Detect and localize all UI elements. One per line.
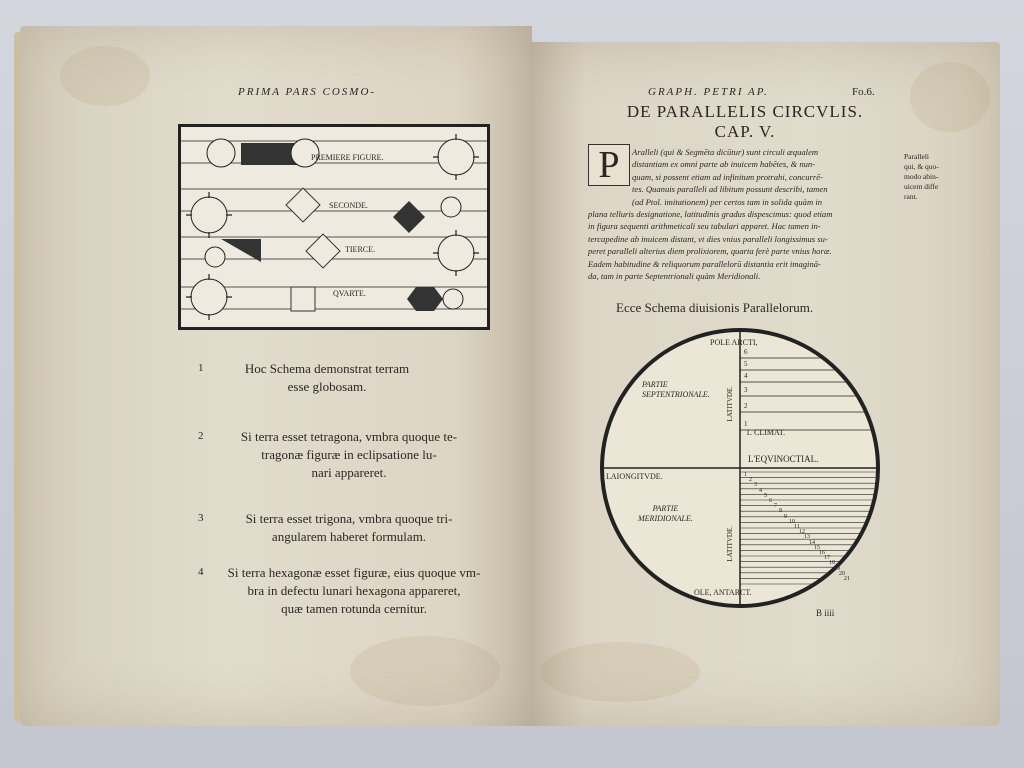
caption-line: Si terra esset tetragona, vmbra quoque te- xyxy=(240,429,458,444)
caption-line: Si terra hexagonæ esset figuræ, eius quoque vm- xyxy=(227,565,481,580)
label-line: PARTIE xyxy=(642,380,668,389)
label-pole-antarctic: OLE, ANTARCT. xyxy=(694,588,752,597)
body-line: tes. Quanuis paralleli ad libitum possunt describi, tamen xyxy=(632,184,828,195)
south-number-label: 17 xyxy=(824,555,830,562)
caption-number: 4 xyxy=(198,566,204,578)
south-number-label: 11 xyxy=(794,524,800,530)
caption-3 xyxy=(198,510,498,546)
label-line: MERIDIONALE. xyxy=(638,514,693,523)
caption-2 xyxy=(198,428,498,482)
south-number-label: 8 xyxy=(779,508,782,515)
label-latitude-bottom: LATITVDE. xyxy=(726,526,734,562)
caption-line: quæ tamen rotunda cernitur. xyxy=(281,601,427,616)
label-line: SEPTENTRIONALE. xyxy=(642,390,710,399)
caption-line: Hoc Schema demonstrat terram xyxy=(244,361,410,376)
folio-number: Fo.6. xyxy=(852,86,875,98)
body-line: Eadem habitudine & reliquorum parallelorū distantia erit imaginā- xyxy=(588,258,821,269)
caption-1 xyxy=(198,360,488,396)
body-line: peret paralleli alterius diem prolixiorem, quarta ferè parte vnius horæ. xyxy=(588,246,832,257)
body-line: distantiam ex omni parte ab inuicem habētes, & nun- xyxy=(632,159,816,170)
south-number-label: 21 xyxy=(844,576,850,582)
south-number-label: 15 xyxy=(814,544,820,551)
body-line: plana telluris designatione, latitudinis gradus dispescimus: quod etiam xyxy=(588,209,833,220)
caption-number: 3 xyxy=(198,512,204,524)
south-number-label: 20 xyxy=(839,570,845,577)
body-line: quam, si possent etiam ad infinitum protrahi, concurrē- xyxy=(632,171,823,182)
south-number-label: 5 xyxy=(764,492,767,499)
north-number-label: 5 xyxy=(744,360,748,368)
margin-note xyxy=(904,152,939,202)
north-number-label: 1 xyxy=(744,420,748,428)
signature-mark: B iiii xyxy=(816,608,835,618)
south-number-label: 9 xyxy=(784,513,787,520)
label-longitude: LAIONGITVDE. xyxy=(606,472,663,481)
stain xyxy=(350,636,500,706)
north-number-label: 6 xyxy=(744,348,748,356)
chapter-title: DE PARALLELIS CIRCVLIS. xyxy=(626,102,864,121)
drop-cap: P xyxy=(588,144,630,186)
caption-4 xyxy=(198,564,508,618)
figure-label-quarte: QVARTE. xyxy=(333,289,366,298)
label-north-part xyxy=(642,380,710,400)
body-line: tercapedine ab inuicem distant, vt dies vnius paralleli longissimus su- xyxy=(588,233,828,244)
eclipse-woodcut-figure xyxy=(178,124,490,330)
chapter-heading xyxy=(600,102,890,142)
chapter-number: CAP. V. xyxy=(714,122,776,141)
caption-line: Si terra esset trigona, vmbra quoque tri- xyxy=(245,511,453,526)
stain xyxy=(910,62,990,132)
right-page xyxy=(530,42,1000,726)
open-book xyxy=(14,18,1012,738)
body-line: in figura sequenti arithmeticali seu tabulari apparet. Hac tamen in- xyxy=(588,221,821,232)
caption-line: esse globosam. xyxy=(287,379,367,394)
margin-note-line: uicem diffe xyxy=(904,182,939,191)
running-head-left: PRIMA PARS COSMO- xyxy=(238,86,377,98)
north-number-label: 3 xyxy=(744,386,748,394)
south-number-label: 16 xyxy=(819,550,825,556)
label-pole-arctic: POLE ARCTI, xyxy=(710,338,758,347)
body-line: (ad Ptol. imitationem) per certos tam in solida quàm in xyxy=(632,196,823,207)
label-latitude-top: LATITVDE. xyxy=(726,386,734,422)
south-number-label: 2 xyxy=(749,477,752,484)
caption-number: 2 xyxy=(198,430,204,442)
body-line: Aralleli (qui & Segmēta dicūtur) sunt circuli æqualem xyxy=(632,147,819,157)
caption-line: nari appareret. xyxy=(311,465,387,480)
caption-line: tragonæ figuræ in eclipsatione lu- xyxy=(261,447,437,462)
margin-note-line: rant. xyxy=(904,192,918,201)
south-number-label: 12 xyxy=(799,529,805,536)
south-number-label: 3 xyxy=(754,482,757,489)
label-equinoctial: L'EQVINOCTIAL. xyxy=(748,454,819,464)
margin-note-line: qui, & quo- xyxy=(904,162,939,171)
caption-line: angularem haberet formulam. xyxy=(271,529,427,544)
caption-number: 1 xyxy=(198,362,204,374)
stain xyxy=(540,642,700,702)
north-number-label: 4 xyxy=(744,372,748,380)
figure-label-seconde: SECONDE. xyxy=(329,201,368,210)
left-page xyxy=(20,26,532,726)
margin-note-line: modo abin- xyxy=(904,172,939,181)
south-number-label: 1 xyxy=(744,472,747,478)
south-number-label: 19 xyxy=(834,565,840,572)
figure-label-tierce: TIERCE. xyxy=(345,245,375,254)
south-number-label: 4 xyxy=(759,487,762,494)
south-number-label: 7 xyxy=(774,503,777,510)
label-line: PARTIE xyxy=(652,504,679,513)
body-line: da, tam in parte Septentrionali quàm Meridionali. xyxy=(588,271,761,282)
running-head-right: GRAPH. PETRI AP. xyxy=(648,86,769,98)
south-number-label: 10 xyxy=(789,518,795,525)
figure-label-premiere: PREMIERE FIGURE. xyxy=(311,153,384,162)
label-climate: 1. CLIMAT. xyxy=(746,428,786,437)
south-number-label: 6 xyxy=(769,498,772,504)
parallels-diagram xyxy=(598,326,882,610)
label-south-part xyxy=(638,504,693,524)
south-number-label: 13 xyxy=(804,534,810,541)
stain xyxy=(60,46,150,106)
chapter-body xyxy=(588,146,894,282)
south-number-label: 14 xyxy=(809,539,815,546)
south-number-label: 18 xyxy=(829,560,835,567)
caption-line: bra in defectu lunari hexagona appareret, xyxy=(247,583,461,598)
schema-caption: Ecce Schema diuisionis Parallelorum. xyxy=(616,300,814,315)
north-number-label: 2 xyxy=(744,402,748,410)
margin-note-line: Paralleli xyxy=(904,152,929,161)
